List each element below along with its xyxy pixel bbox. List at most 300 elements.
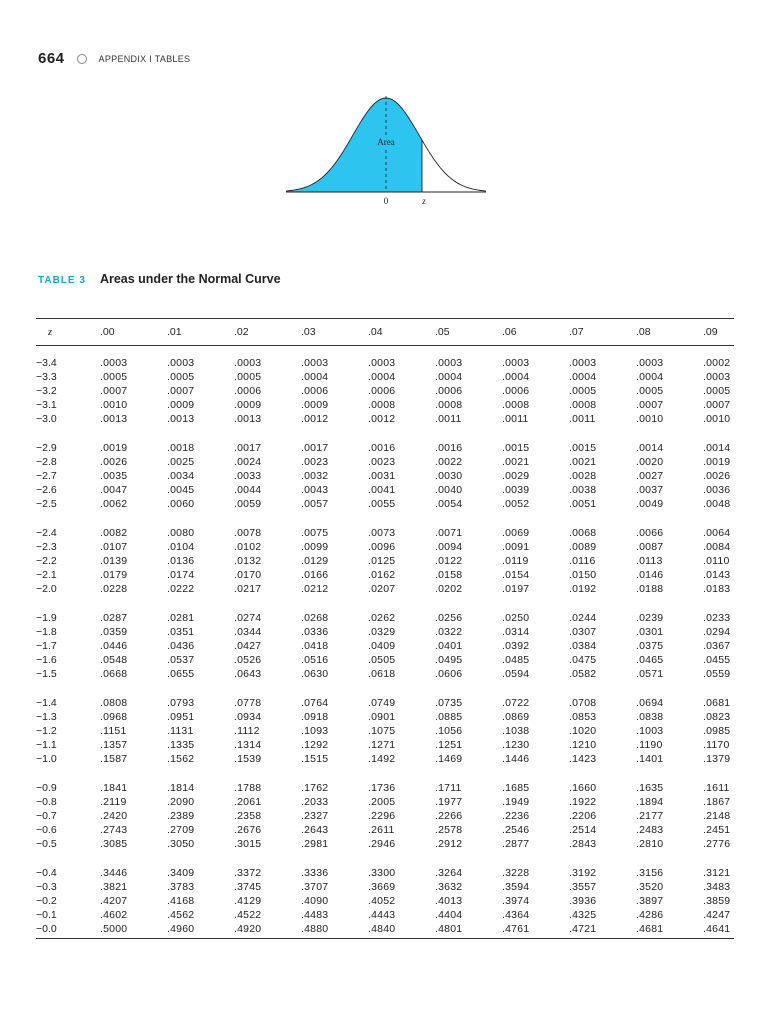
z-value-cell: −1.8 [36,626,57,638]
table-row [36,483,734,497]
table-cell: .0012 [301,413,329,425]
table-cell: .0301 [636,626,664,638]
table-cell: .1401 [636,753,664,765]
table-cell: .0009 [167,399,195,411]
table-cell: .0281 [167,612,195,624]
table-cell: .2358 [234,810,262,822]
table-cell: .4960 [167,923,195,935]
table-row [36,922,734,936]
table-cell: .0004 [368,371,396,383]
table-row [36,370,734,384]
table-row [36,667,734,681]
table-row [36,880,734,894]
table-row [36,469,734,483]
z-value-cell: −0.4 [36,867,57,879]
table-cell: .0005 [636,385,664,397]
table-cell: .2451 [703,824,731,836]
column-header: .03 [301,326,316,338]
table-cell: .0009 [234,399,262,411]
table-cell: .0559 [703,668,731,680]
table-cell: .4013 [435,895,463,907]
table-row [36,582,734,596]
table-cell: .0008 [368,399,396,411]
table-cell: .0082 [100,527,128,539]
table-cell: .1814 [167,782,195,794]
table-cell: .0455 [703,654,731,666]
table-cell: .0006 [502,385,530,397]
table-cell: .3936 [569,895,597,907]
table-cell: .0011 [502,413,529,425]
table-cell: .2206 [569,810,597,822]
table-cell: .0179 [100,569,128,581]
table-cell: .2546 [502,824,530,836]
table-cell: .2266 [435,810,463,822]
table-cell: .1762 [301,782,329,794]
table-cell: .4562 [167,909,195,921]
table-cell: .0516 [301,654,329,666]
row-group [36,611,734,681]
table-cell: .0571 [636,668,664,680]
table-cell: .0003 [167,357,195,369]
table-cell: .1539 [234,753,262,765]
table-cell: .0032 [301,470,329,482]
z-value-cell: −2.1 [36,569,57,581]
table-cell: .2743 [100,824,128,836]
table-cell: .4920 [234,923,262,935]
table-cell: .2327 [301,810,329,822]
table-cell: .0048 [703,498,731,510]
table-cell: .0537 [167,654,195,666]
table-cell: .0080 [167,527,195,539]
z-value-cell: −1.3 [36,711,57,723]
table-cell: .3156 [636,867,664,879]
z-value-cell: −0.5 [36,838,57,850]
z-value-cell: −3.1 [36,399,57,411]
table-cell: .0020 [636,456,664,468]
table-cell: .0418 [301,640,329,652]
z-value-cell: −2.0 [36,583,57,595]
z-value-cell: −1.0 [36,753,57,765]
table-cell: .0968 [100,711,128,723]
table-cell: .0094 [435,541,463,553]
z-value-cell: −2.6 [36,484,57,496]
z-value-cell: −0.7 [36,810,57,822]
table-cell: .0087 [636,541,664,553]
table-cell: .0749 [368,697,396,709]
zero-label: 0 [383,196,389,206]
table-cell: .0030 [435,470,463,482]
table-cell: .0025 [167,456,195,468]
table-cell: .0630 [301,668,329,680]
table-cell: .0375 [636,640,664,652]
table-cell: .0060 [167,498,195,510]
table-cell: .0017 [234,442,262,454]
table-cell: .0150 [569,569,597,581]
table-cell: .3557 [569,881,597,893]
column-header: .01 [167,326,182,338]
z-value-cell: −3.3 [36,371,57,383]
table-cell: .0049 [636,498,664,510]
table-cell: .0256 [435,612,463,624]
table-row [36,540,734,554]
table-cell: .1292 [301,739,329,751]
table-cell: .0027 [636,470,664,482]
table-cell: .0021 [502,456,530,468]
table-cell: .0075 [301,527,329,539]
table-cell: .3483 [703,881,731,893]
table-cell: .4483 [301,909,329,921]
table-cell: .0089 [569,541,597,553]
z-value-cell: −3.4 [36,357,57,369]
table-cell: .0170 [234,569,262,581]
table-cell: .0122 [435,555,463,567]
z-value-cell: −1.4 [36,697,57,709]
table-cell: .0681 [703,697,731,709]
table-row [36,908,734,922]
table-cell: .1562 [167,753,195,765]
z-value-cell: −0.1 [36,909,57,921]
column-header: .02 [234,326,249,338]
table-cell: .0202 [435,583,463,595]
table-cell: .0006 [368,385,396,397]
table-cell: .4880 [301,923,329,935]
table-cell: .0054 [435,498,463,510]
table-cell: .0007 [703,399,731,411]
table-row [36,568,734,582]
table-cell: .5000 [100,923,128,935]
table-cell: .4090 [301,895,329,907]
table-cell: .0143 [703,569,731,581]
table-cell: .2119 [100,796,127,808]
z-value-cell: −0.6 [36,824,57,836]
table-cell: .0125 [368,555,396,567]
table-cell: .0359 [100,626,128,638]
table-cell: .0778 [234,697,262,709]
table-cell: .3121 [703,867,731,879]
table-cell: .0764 [301,697,329,709]
table-cell: .0367 [703,640,731,652]
table-cell: .0436 [167,640,195,652]
table-cell: .0026 [100,456,128,468]
table-cell: .0808 [100,697,128,709]
table-row [36,837,734,851]
table-cell: .0003 [100,357,128,369]
table-cell: .0008 [435,399,463,411]
row-group [36,526,734,596]
table-cell: .3409 [167,867,195,879]
table-cell: .0384 [569,640,597,652]
table-tag: TABLE 3 [38,275,86,286]
table-cell: .0351 [167,626,195,638]
table-cell: .0012 [368,413,396,425]
table-cell: .0668 [100,668,128,680]
table-cell: .0022 [435,456,463,468]
table-cell: .4641 [703,923,731,935]
table-cell: .0003 [234,357,262,369]
column-header: .07 [569,326,584,338]
table-cell: .1949 [502,796,530,808]
column-header: .05 [435,326,450,338]
table-cell: .2578 [435,824,463,836]
table-row [36,724,734,738]
table-cell: .0446 [100,640,128,652]
table-cell: .1685 [502,782,530,794]
z-value-cell: −2.4 [36,527,57,539]
table-cell: .1003 [636,725,664,737]
table-cell: .0013 [234,413,262,425]
table-cell: .0073 [368,527,396,539]
table-cell: .0823 [703,711,731,723]
table-cell: .2236 [502,810,530,822]
table-cell: .0274 [234,612,262,624]
table-cell: .0336 [301,626,329,638]
table-cell: .0918 [301,711,329,723]
table-cell: .4325 [569,909,597,921]
table-cell: .4129 [234,895,262,907]
table-cell: .0017 [301,442,329,454]
z-value-cell: −2.5 [36,498,57,510]
table-cell: .3336 [301,867,329,879]
table-cell: .0618 [368,668,396,680]
table-cell: .3264 [435,867,463,879]
header-row [36,319,734,345]
table-cell: .0307 [569,626,597,638]
table-cell: .0096 [368,541,396,553]
table-cell: .3520 [636,881,664,893]
table-cell: .0003 [502,357,530,369]
table-row [36,356,734,370]
table-cell: .4761 [502,923,530,935]
table-cell: .0427 [234,640,262,652]
table-cell: .3050 [167,838,195,850]
table-cell: .0003 [368,357,396,369]
table-cell: .0217 [234,583,262,595]
table-cell: .0011 [569,413,596,425]
table-cell: .4286 [636,909,664,921]
table-cell: .0606 [435,668,463,680]
table-cell: .0002 [703,357,731,369]
table-cell: .1210 [569,739,597,751]
table-cell: .0344 [234,626,262,638]
table-cell: .0019 [100,442,128,454]
column-header: .00 [100,326,115,338]
table-cell: .0052 [502,498,530,510]
table-cell: .0014 [636,442,664,454]
table-cell: .0003 [301,357,329,369]
table-cell: .0643 [234,668,262,680]
table-cell: .1841 [100,782,128,794]
table-cell: .0007 [100,385,128,397]
z-value-cell: −2.2 [36,555,57,567]
z-value-cell: −2.7 [36,470,57,482]
table-cell: .2843 [569,838,597,850]
table-cell: .1922 [569,796,597,808]
table-cell: .2389 [167,810,195,822]
table-cell: .0008 [502,399,530,411]
table-caption: Areas under the Normal Curve [99,272,281,286]
table-cell: .1271 [368,739,396,751]
z-value-cell: −2.3 [36,541,57,553]
table-cell: .2033 [301,796,329,808]
table-cell: .1251 [435,739,463,751]
table-cell: .2912 [435,838,463,850]
table-cell: .0004 [569,371,597,383]
table-cell: .0262 [368,612,396,624]
table-cell: .0655 [167,668,195,680]
z-value-cell: −1.1 [36,739,57,751]
table-cell: .4364 [502,909,530,921]
table-cell: .3974 [502,895,530,907]
table-cell: .0047 [100,484,128,496]
table-cell: .0069 [502,527,530,539]
table-cell: .0735 [435,697,463,709]
table-cell: .0014 [703,442,731,454]
table-cell: .0037 [636,484,664,496]
table-cell: .2061 [234,796,262,808]
table-cell: .0526 [234,654,262,666]
table-cell: .1446 [502,753,530,765]
table-cell: .0158 [435,569,463,581]
z-value-cell: −0.2 [36,895,57,907]
table-cell: .0228 [100,583,128,595]
table-row [36,696,734,710]
table-row [36,441,734,455]
table-cell: .0004 [435,371,463,383]
table-title [38,272,281,286]
table-cell: .0212 [301,583,329,595]
z-value-cell: −1.9 [36,612,57,624]
table-cell: .0057 [301,498,329,510]
table-row [36,554,734,568]
shaded-area [286,98,422,192]
z-value-cell: −2.9 [36,442,57,454]
table-cell: .0016 [435,442,463,454]
table-cell: .1075 [368,725,396,737]
table-cell: .0694 [636,697,664,709]
z-value-cell: −0.9 [36,782,57,794]
table-cell: .0023 [301,456,329,468]
table-cell: .0026 [703,470,731,482]
table-cell: .0016 [368,442,396,454]
table-cell: .2709 [167,824,195,836]
table-cell: .0043 [301,484,329,496]
table-cell: .3300 [368,867,396,879]
normal-table [36,318,734,939]
table-row [36,625,734,639]
table-cell: .3669 [368,881,396,893]
table-cell: .3821 [100,881,128,893]
table-row [36,795,734,809]
table-cell: .0116 [569,555,596,567]
table-cell: .1660 [569,782,597,794]
table-cell: .0708 [569,697,597,709]
table-cell: .4840 [368,923,396,935]
table-cell: .3859 [703,895,731,907]
table-cell: .0110 [703,555,730,567]
table-cell: .0146 [636,569,664,581]
table-cell: .0250 [502,612,530,624]
table-cell: .0136 [167,555,195,567]
table-cell: .0019 [703,456,731,468]
table-row [36,752,734,766]
table-cell: .0034 [167,470,195,482]
table-cell: .4443 [368,909,396,921]
table-cell: .0901 [368,711,396,723]
table-cell: .0409 [368,640,396,652]
table-cell: .0314 [502,626,530,638]
row-group [36,866,734,936]
table-cell: .3707 [301,881,329,893]
table-cell: .1587 [100,753,128,765]
table-cell: .3632 [435,881,463,893]
table-cell: .0188 [636,583,664,595]
table-cell: .0010 [703,413,731,425]
normal-curve-figure [286,92,486,212]
table-cell: .2090 [167,796,195,808]
column-header: .08 [636,326,651,338]
column-header: .04 [368,326,383,338]
table-row [36,455,734,469]
table-cell: .0015 [502,442,530,454]
z-value-cell: −1.5 [36,668,57,680]
table-cell: .0038 [569,484,597,496]
table-cell: .0119 [502,555,529,567]
table-cell: .0192 [569,583,597,595]
z-value-cell: −3.0 [36,413,57,425]
table-cell: .0102 [234,541,262,553]
table-row [36,526,734,540]
table-cell: .1056 [435,725,463,737]
table-cell: .1314 [234,739,262,751]
table-row [36,781,734,795]
table-cell: .0129 [301,555,329,567]
bottom-rule [36,938,734,939]
table-row [36,823,734,837]
table-cell: .0183 [703,583,731,595]
table-cell: .0039 [502,484,530,496]
table-cell: .2776 [703,838,731,850]
table-row [36,894,734,908]
table-cell: .0174 [167,569,195,581]
table-cell: .0068 [569,527,597,539]
table-cell: .1131 [167,725,194,737]
z-value-cell: −1.6 [36,654,57,666]
table-cell: .0222 [167,583,195,595]
table-cell: .1038 [502,725,530,737]
table-cell: .0162 [368,569,396,581]
table-cell: .0594 [502,668,530,680]
table-cell: .0505 [368,654,396,666]
table-cell: .4247 [703,909,731,921]
table-cell: .0064 [703,527,731,539]
table-cell: .0475 [569,654,597,666]
table-row [36,653,734,667]
table-cell: .1894 [636,796,664,808]
table-cell: .0004 [301,371,329,383]
table-cell: .0040 [435,484,463,496]
table-cell: .3015 [234,838,262,850]
table-cell: .0239 [636,612,664,624]
table-cell: .0003 [703,371,731,383]
table-cell: .0003 [435,357,463,369]
table-cell: .0166 [301,569,329,581]
table-cell: .0035 [100,470,128,482]
table-cell: .0934 [234,711,262,723]
table-cell: .0985 [703,725,731,737]
table-cell: .0023 [368,456,396,468]
table-cell: .2148 [703,810,731,822]
table-cell: .2420 [100,810,128,822]
